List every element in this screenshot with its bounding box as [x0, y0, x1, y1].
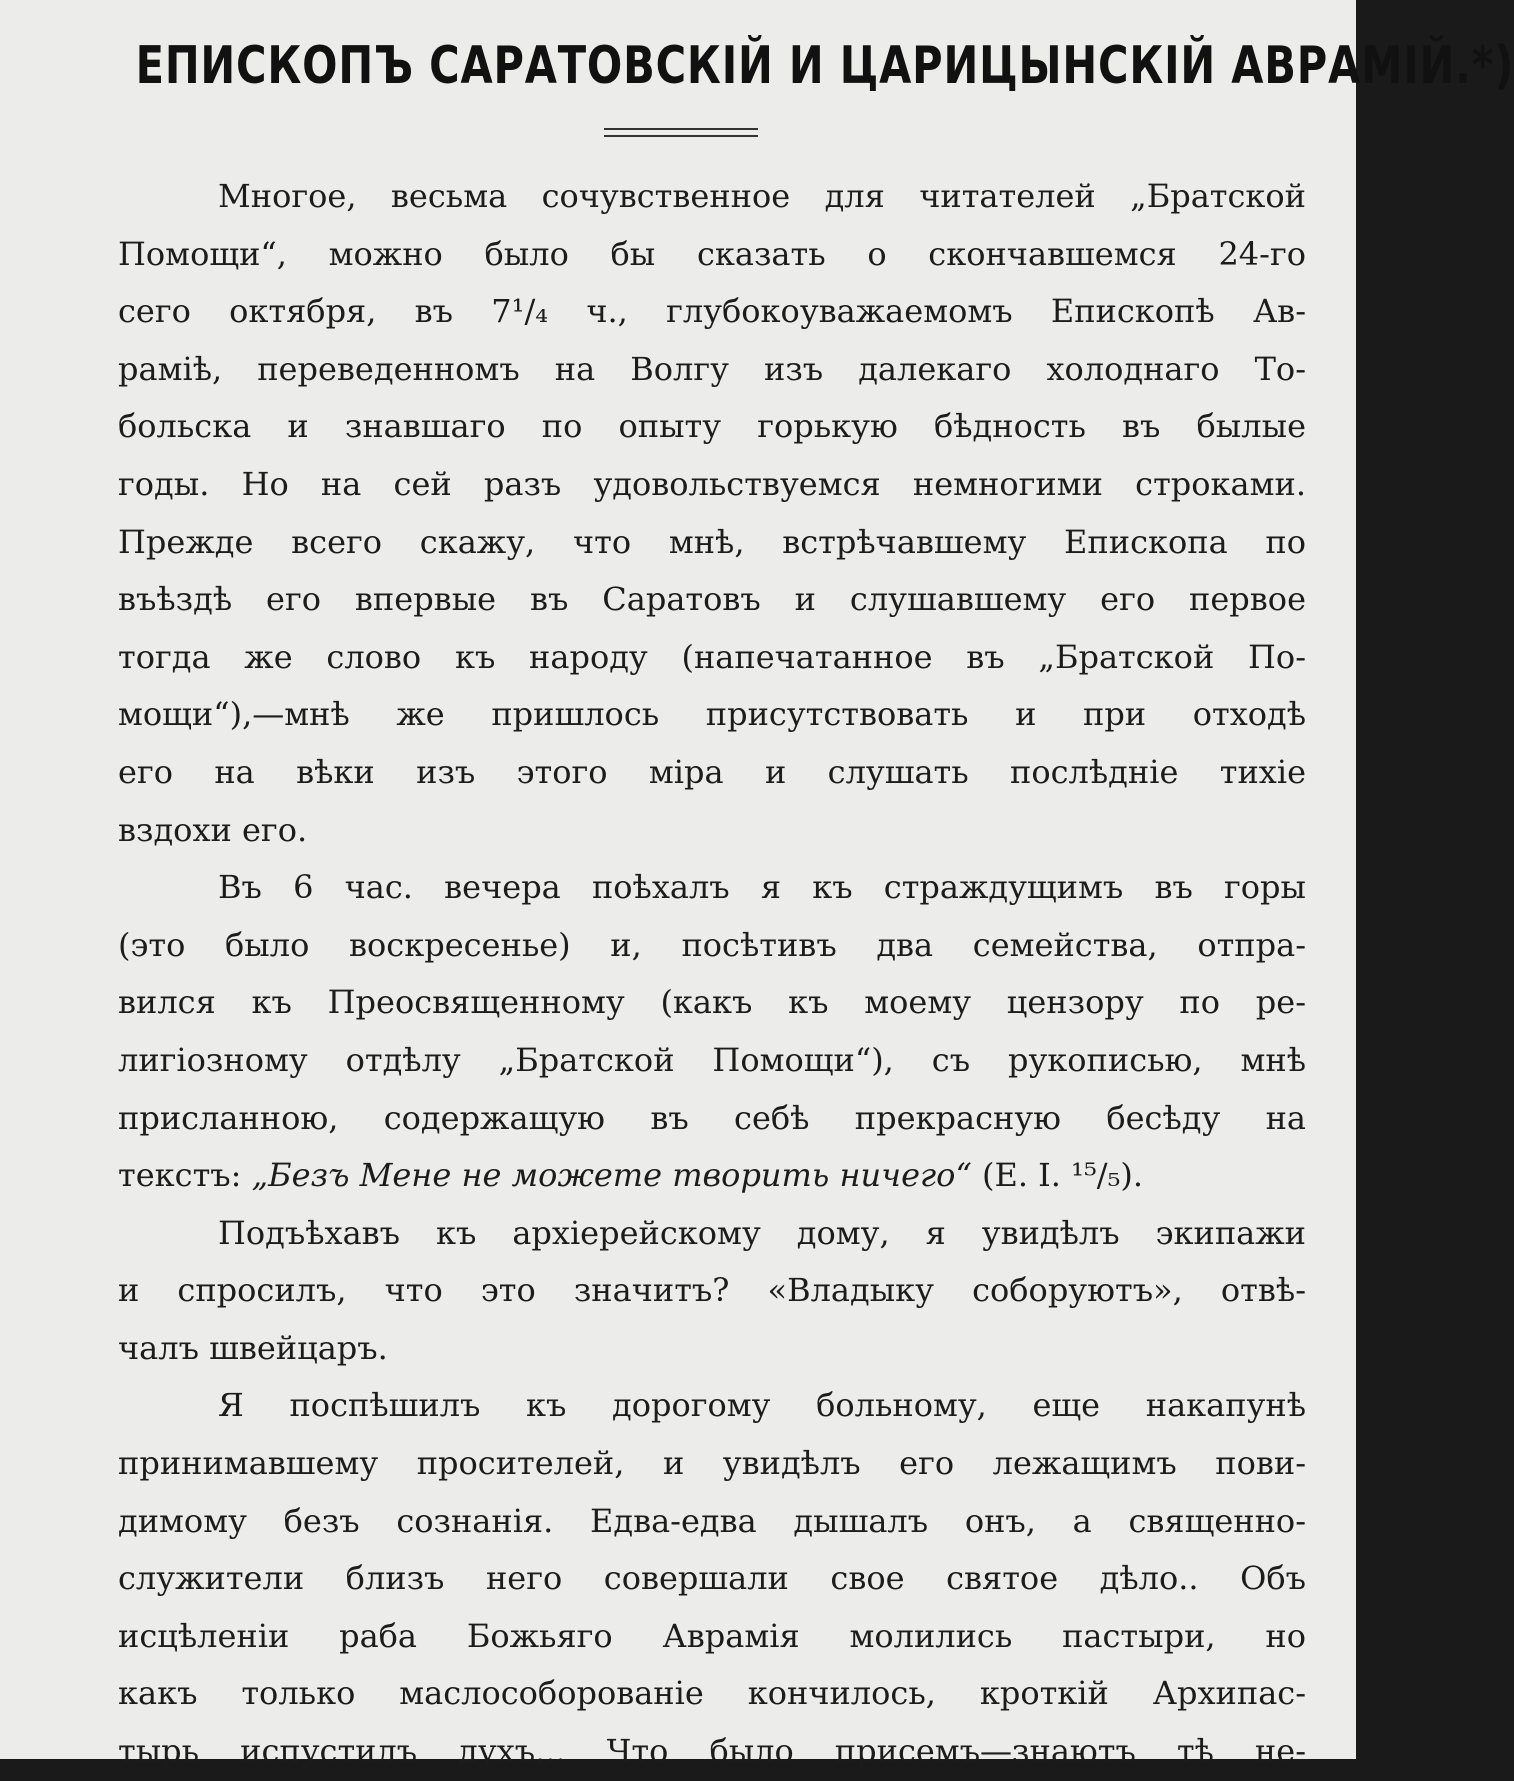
text-line: лигіозному отдѣлу „Братской Помощи“), съ рукописью, мнѣ — [118, 1040, 1306, 1079]
text-line: Помощи“, можно было бы сказать о скончавшемся 24-го — [118, 234, 1306, 273]
text-line-with-quote — [118, 1147, 1306, 1205]
text-line: сего октября, въ 7¹/₄ ч., глубокоуважаемомъ Епископѣ Ав- — [118, 292, 1306, 331]
text-line: димому безъ сознанія. Едва-едва дышалъ онъ, а священно- — [118, 1501, 1306, 1540]
text-line: и спросилъ, что это значитъ? «Владыку соборуютъ», отвѣ- — [118, 1271, 1306, 1310]
text-line: тогда же слово къ народу (напечатанное въ „Братской По- — [118, 637, 1306, 676]
text-line: чалъ швейцаръ. — [118, 1328, 388, 1367]
text-line: Я поспѣшилъ къ дорогому больному, еще накапунѣ — [218, 1386, 1306, 1425]
text-line: Въ 6 час. вечера поѣхалъ я къ страждущимъ въ горы — [218, 868, 1306, 907]
title-rule-upper — [604, 128, 758, 130]
quote-prefix: текстъ: — [118, 1156, 252, 1195]
text-line: служители близъ него совершали свое святое дѣло.. Объ — [118, 1559, 1306, 1598]
text-line: (это было воскресенье) и, посѣтивъ два семейства, отпра- — [118, 925, 1306, 964]
text-line: принимавшему просителей, и увидѣлъ его лежащимъ пови- — [118, 1444, 1306, 1483]
text-line: тырь испустилъ духъ... Что было присемъ—знаютъ тѣ не- — [118, 1732, 1306, 1771]
text-line: больска и знавшаго по опыту горькую бѣдность въ былые — [118, 407, 1306, 446]
text-line: Прежде всего скажу, что мнѣ, встрѣчавшему Епископа по — [118, 522, 1306, 561]
article-title: ЕПИСКОПЪ САРАТОВСКІЙ И ЦАРИЦЫНСКІЙ АВРАМІЙ.*) — [135, 36, 1514, 96]
title-rule-lower — [604, 135, 758, 137]
text-line: годы. Но на сей разъ удовольствуемся немногими строками. — [118, 464, 1306, 503]
scripture-reference: (Е. І. ¹⁵/₅). — [971, 1156, 1144, 1195]
text-line: раміѣ, переведенномъ на Волгу изъ далекаго холоднаго То- — [118, 349, 1306, 388]
text-line: въѣздѣ его впервые въ Саратовъ и слушавшему его первое — [118, 580, 1306, 619]
text-line: Многое, весьма сочувственное для читателей „Братской — [218, 177, 1306, 215]
text-line: присланною, содержащую въ себѣ прекрасную бесѣду на — [118, 1098, 1306, 1137]
text-line: мощи“),—мнѣ же пришлось присутствовать и при отходѣ — [118, 695, 1306, 734]
text-line: вился къ Преосвященному (какъ къ моему цензору по ре- — [118, 983, 1306, 1022]
text-line: его на вѣки изъ этого міра и слушать послѣдніе тихіе — [118, 752, 1306, 791]
text-line: вздохи его. — [118, 810, 308, 849]
text-line: Подъѣхавъ къ архіерейскому дому, я увидѣлъ экипажи — [218, 1213, 1306, 1252]
text-line: какъ только маслособорованіе кончилось, кроткій Архипас- — [118, 1674, 1306, 1713]
text-line: исцѣленіи раба Божьяго Аврамія молились пастыри, но — [118, 1616, 1306, 1655]
article-body — [118, 168, 1306, 1781]
scripture-quote: „Безъ Мене не можете творить ничего“ — [251, 1156, 972, 1195]
